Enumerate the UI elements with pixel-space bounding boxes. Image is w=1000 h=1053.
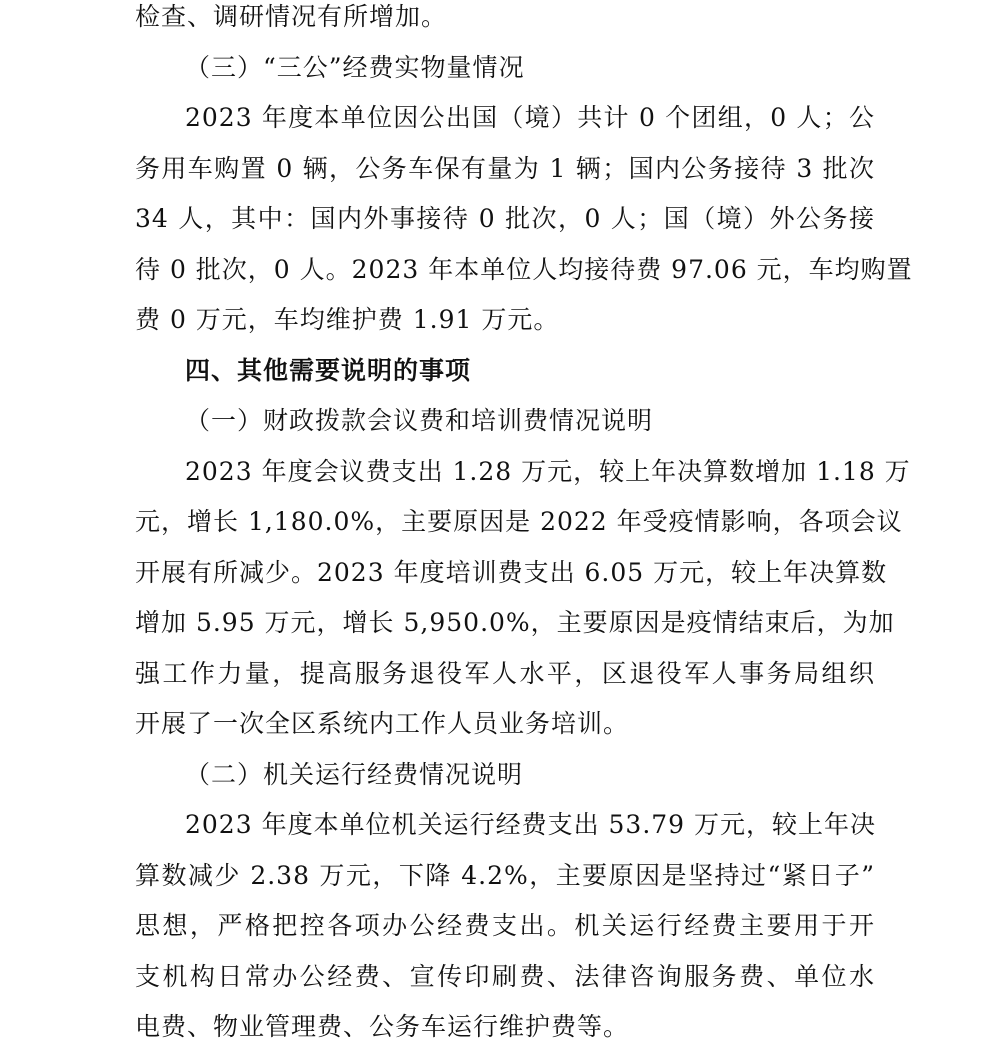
- text-line: 开展有所减少。2023 年度培训费支出 6.05 万元，较上年决算数: [135, 557, 888, 587]
- text-line: 思想，严格把控各项办公经费支出。机关运行经费主要用于开: [135, 911, 875, 940]
- text-line: 支机构日常办公经费、宣传印刷费、法律咨询服务费、单位水: [135, 961, 875, 991]
- meeting-training-paragraph: [135, 447, 911, 750]
- text-line: 元，增长 1,180.0%，主要原因是 2022 年受疫情影响，各项会议: [135, 507, 903, 536]
- section-heading-text: 四、其他需要说明的事项: [185, 355, 472, 385]
- text-line: 2023 年度会议费支出 1.28 万元，较上年决算数增加 1.18 万: [185, 456, 911, 486]
- subsection-heading-meeting-training: [135, 396, 875, 447]
- continuation-paragraph: [135, 0, 875, 43]
- text-line: 电费、物业管理费、公务车运行维护费等。: [135, 1012, 630, 1041]
- subsection-heading-text: （二）机关运行经费情况说明: [185, 759, 524, 789]
- text-line: 费 0 万元，车均维护费 1.91 万元。: [135, 305, 560, 334]
- three-public-paragraph: [135, 93, 913, 346]
- text-line: 强工作力量，提高服务退役军人水平，区退役军人事务局组织: [135, 658, 875, 688]
- operating-expenses-paragraph: [135, 800, 875, 1053]
- subsection-heading-text: （三）“三公”经费实物量情况: [185, 52, 525, 82]
- text-line: 增加 5.95 万元，增长 5,950.0%，主要原因是疫情结束后，为加: [135, 608, 895, 637]
- text-line: 开展了一次全区系统内工作人员业务培训。: [135, 709, 630, 738]
- subsection-heading-operating-expenses: [135, 750, 875, 801]
- subsection-heading-three-public: [135, 43, 875, 94]
- text-line: 待 0 批次，0 人。2023 年本单位人均接待费 97.06 元，车均购置: [135, 254, 913, 284]
- text-line: 34 人，其中：国内外事接待 0 批次，0 人；国（境）外公务接: [135, 204, 875, 233]
- text-line: 务用车购置 0 辆，公务车保有量为 1 辆；国内公务接待 3 批次: [135, 153, 875, 183]
- text-line: 算数减少 2.38 万元，下降 4.2%，主要原因是坚持过“紧日子”: [135, 860, 875, 890]
- text-line: 2023 年度本单位因公出国（境）共计 0 个团组，0 人；公: [185, 103, 875, 132]
- text-line: 2023 年度本单位机关运行经费支出 53.79 万元，较上年决: [185, 810, 877, 839]
- subsection-heading-text: （一）财政拨款会议费和培训费情况说明: [185, 406, 654, 435]
- document-page: [135, 0, 913, 1053]
- text-line: 检查、调研情况有所增加。: [135, 2, 448, 31]
- section-heading-other-matters: [135, 346, 875, 397]
